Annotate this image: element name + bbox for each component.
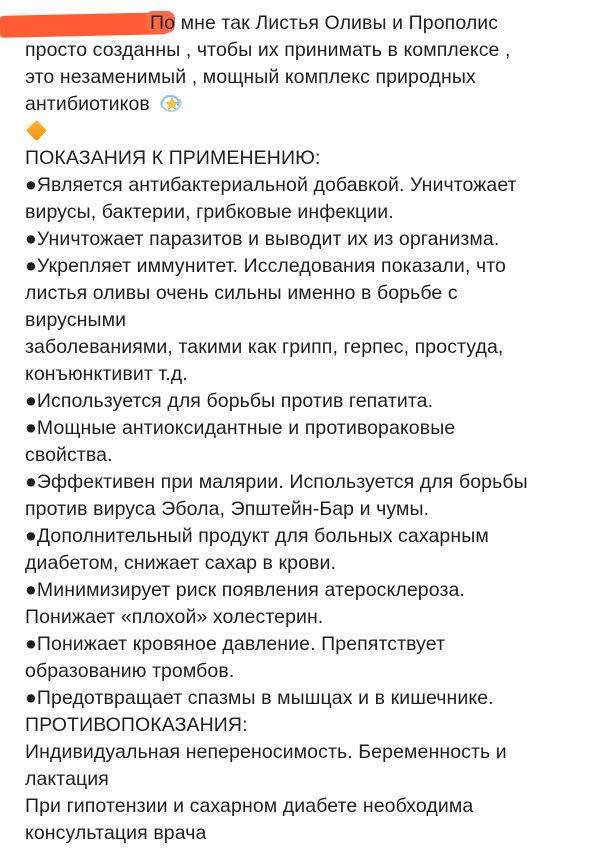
post-line: ●Эффективен при малярии. Используется для борьбы	[25, 471, 528, 493]
orange-diamond-icon	[26, 120, 47, 141]
post-intro-line-3: это незаменимый , мощный комплекс природных	[25, 66, 476, 88]
post-line: свойства.	[25, 444, 113, 466]
post-line: диабетом, снижает сахар в крови.	[25, 552, 337, 574]
post-line: ПРОТИВОПОКАЗАНИЯ:	[25, 714, 248, 736]
post-line: ●Понижает кровяное давление. Препятствует	[25, 633, 446, 655]
post-line: заболеваниями, такими как грипп, герпес, простуда,	[25, 336, 504, 358]
post-line: лактация	[25, 768, 109, 790]
diamond-line	[25, 118, 582, 145]
post-line: конъюнктивит т.д.	[25, 363, 188, 385]
post-line: вирусными	[25, 309, 127, 331]
post-line: ●Мощные антиоксидантные и противораковые	[25, 417, 456, 439]
post-line: вирусы, бактерии, грибковые инфекции.	[25, 201, 394, 223]
post-line: ●Является антибактериальной добавкой. Уничтожает	[25, 174, 517, 196]
post-intro-text: антибиотиков	[25, 93, 150, 115]
post-line: против вируса Эбола, Эпштейн-Бар и чумы.	[25, 498, 430, 520]
dizzy-star-emoji-icon	[159, 92, 183, 114]
post-line: ПОКАЗАНИЯ К ПРИМЕНЕНИЮ:	[25, 147, 321, 169]
post-line: ●Используется для борьбы против гепатита.	[25, 390, 434, 412]
post-intro-line-4	[25, 91, 582, 118]
post-line: ●Укрепляет иммунитет. Исследования показали, что	[25, 255, 506, 277]
post-line: ●Дополнительный продукт для больных сахарным	[25, 525, 489, 547]
post-line: ●Минимизирует риск появления атеросклероза.	[25, 579, 465, 601]
post-line: консультация врача	[25, 822, 207, 844]
post-line: При гипотензии и сахарном диабете необходима	[25, 795, 474, 817]
post-intro-line-1: По мне так Листья Оливы и Прополис	[25, 10, 582, 37]
post-line: ●Предотвращает спазмы в мышцах и в кишечнике.	[25, 687, 494, 709]
post-line: ●Уничтожает паразитов и выводит их из организма.	[25, 228, 500, 250]
post-intro-line-2: просто созданны , чтобы их принимать в комплексе ,	[25, 39, 511, 61]
post-line: образованию тромбов.	[25, 660, 235, 682]
post-line: Индивидуальная непереносимость. Беременность и	[25, 741, 507, 763]
post-line: листья оливы очень сильны именно в борьбе с	[25, 282, 458, 304]
post-line: Понижает «плохой» холестерин.	[25, 606, 324, 628]
